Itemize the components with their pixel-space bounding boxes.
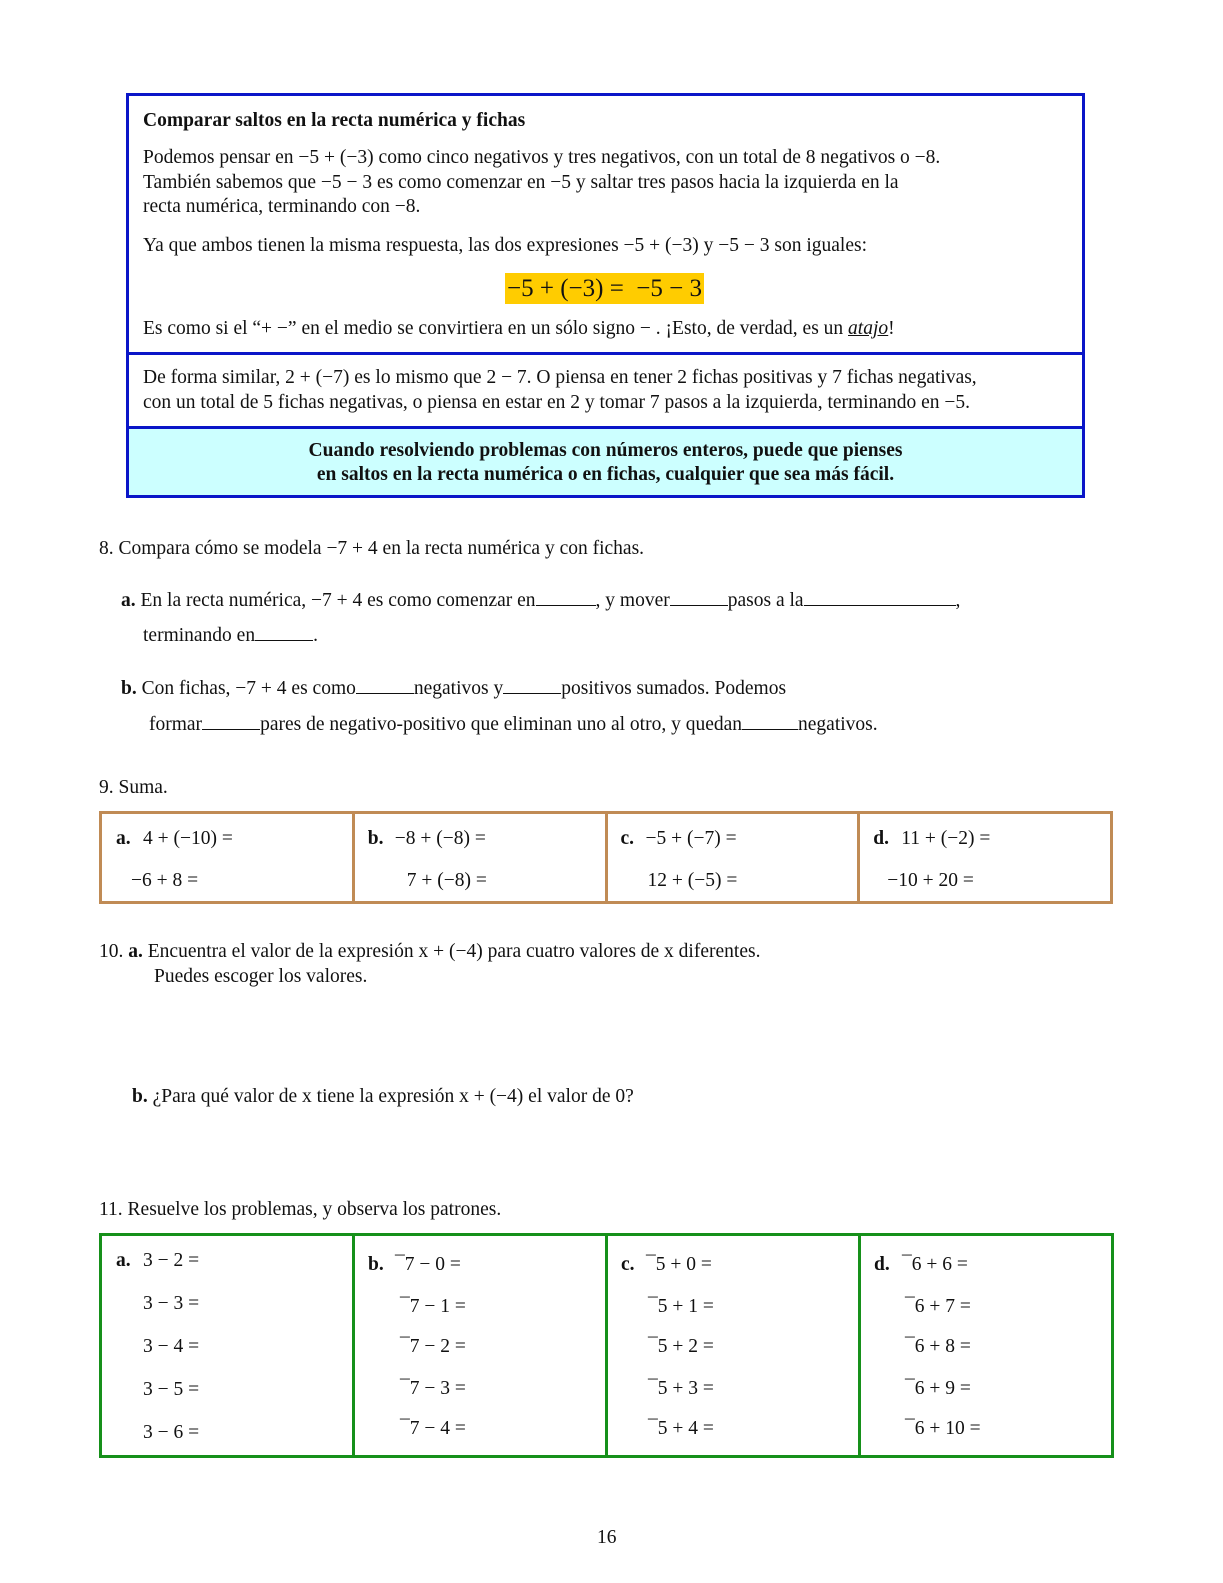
exercise: ¯6 + 9 = [905,1378,971,1399]
q8b-label: b. [121,678,137,699]
cell-label: a. [116,828,131,849]
exercise: −6 + 8 = [131,870,199,891]
exercise: ¯5 + 0 = [646,1254,712,1275]
info-paragraph-2: Ya que ambos tienen la misma respuesta, las dos expresiones −5 + (−3) y −5 − 3 son iguales: [143,235,868,256]
q10a-label: a. [128,941,143,962]
q8a [121,588,960,612]
q10a-line2: Puedes escoger los valores. [154,966,368,987]
exercise: ¯5 + 4 = [648,1418,714,1439]
q9-cell-b [352,814,605,901]
q10-number: 10. [99,941,124,962]
info-paragraph-1 [143,146,940,220]
text-span: Es como si el “+ −” en el medio se convirtiera en un sólo signo − . ¡Esto, de verdad, es un [143,318,849,339]
answer-blank[interactable] [356,676,414,694]
exercise: 3 − 4 = [143,1336,200,1357]
text-line: También sabemos que −5 − 3 es como comenzar en −5 y saltar tres pasos hacia la izquierda en la [143,171,899,193]
exercise: ¯7 − 0 = [395,1254,461,1275]
q10b [132,1086,634,1108]
info-title: Comparar saltos en la recta numérica y fichas [143,110,526,131]
exercise: 3 − 3 = [143,1293,200,1314]
cell-label: c. [620,828,635,849]
text-span: negativos. [798,714,878,735]
q11-table [99,1233,1114,1458]
text-span: , [955,590,961,611]
summary-line: Cuando resolviendo problemas con números enteros, puede que pienses [308,440,903,461]
highlighted-equation: −5 + (−3) = −5 − 3 [507,275,702,302]
cell-label: d. [873,828,889,849]
exercise: ¯7 − 2 = [400,1336,466,1357]
q9-cell-c [605,814,858,901]
exercise: ¯5 + 1 = [648,1296,714,1317]
info-box [126,93,1085,498]
text-span: positivos sumados. Podemos [561,678,787,699]
q9-cell-d [857,814,1110,901]
exercise: ¯7 − 4 = [400,1418,466,1439]
answer-blank[interactable] [503,676,561,694]
q11-cell-a [102,1236,352,1455]
exercise: 3 − 6 = [143,1422,200,1443]
exercise: ¯5 + 2 = [648,1336,714,1357]
text-span: Con fichas, −7 + 4 es como [141,678,356,699]
exercise: 3 − 5 = [143,1379,200,1400]
summary-callout [129,426,1082,495]
text-span: formar [149,714,203,735]
text-span: terminando en [143,625,256,646]
answer-blank[interactable] [804,588,956,606]
exercise: ¯5 + 3 = [648,1378,714,1399]
exercise: ¯7 − 1 = [400,1296,466,1317]
q8b-line2 [149,712,878,736]
q8b [121,676,786,700]
q11-cell-d [858,1236,1111,1455]
exercise: ¯6 + 8 = [905,1336,971,1357]
q9-table [99,811,1113,904]
info-section-similar [129,352,1082,426]
exercise: 7 + (−8) = [406,870,487,891]
answer-blank[interactable] [670,588,728,606]
info-paragraph-4 [143,366,977,415]
q11-stem: 11. Resuelve los problemas, y observa los patrones. [99,1199,502,1220]
text-span: Encuentra el valor de la expresión x + (−4) para cuatro valores de x diferentes. [147,941,761,962]
text-span: pares de negativo-positivo que eliminan uno al otro, y quedan [260,714,743,735]
text-span: ¿Para qué valor de x tiene la expresión x + (−4) el valor de 0? [152,1086,634,1107]
text-line: De forma similar, 2 + (−7) es lo mismo que 2 − 7. O piensa en tener 2 fichas positivas y 7 fichas negativas, [143,367,977,388]
atajo-link[interactable]: atajo [848,318,889,339]
text-span: ! [888,318,895,339]
cell-label: d. [874,1254,890,1275]
answer-blank[interactable] [255,623,313,641]
text-span: , y mover [595,590,670,611]
cell-label: c. [621,1254,635,1275]
q9-stem: 9. Suma. [99,777,168,798]
cell-label: a. [116,1250,131,1271]
exercise: −10 + 20 = [887,870,974,891]
exercise: −8 + (−8) = [394,828,486,849]
exercise: 12 + (−5) = [647,870,738,891]
exercise: 11 + (−2) = [901,828,991,849]
exercise: 4 + (−10) = [143,828,233,849]
answer-blank[interactable] [536,588,596,606]
q11-cell-c [605,1236,858,1455]
exercise: ¯6 + 10 = [905,1418,981,1439]
text-span: . [313,625,318,646]
page-number: 16 [597,1527,617,1548]
q10b-label: b. [132,1086,148,1107]
text-span: pasos a la [727,590,804,611]
text-line: recta numérica, terminando con −8. [143,196,421,217]
cell-label: b. [368,1254,384,1275]
q9-cell-a [102,814,352,901]
info-section-main [129,96,1082,352]
q8a-label: a. [121,590,136,611]
q11-cell-b [352,1236,605,1455]
cell-label: b. [367,828,384,849]
exercise: ¯6 + 7 = [905,1296,971,1317]
info-paragraph-3 [143,317,895,342]
exercise: ¯6 + 6 = [902,1254,968,1275]
text-span: negativos y [413,678,504,699]
q10a [99,941,760,963]
exercise: ¯7 − 3 = [400,1378,466,1399]
text-line: con un total de 5 fichas negativas, o piensa en estar en 2 y tomar 7 pasos a la izquierda, terminando en −5. [143,391,971,413]
summary-line: en saltos en la recta numérica o en fichas, cualquier que sea más fácil. [316,464,895,485]
exercise: 3 − 2 = [143,1250,200,1271]
answer-blank[interactable] [202,712,260,730]
text-line: Podemos pensar en −5 + (−3) como cinco negativos y tres negativos, con un total de 8 negativos o −8. [143,147,941,168]
answer-blank[interactable] [742,712,798,730]
q8a-line2 [143,623,318,647]
text-span: En la recta numérica, −7 + 4 es como comenzar en [140,590,536,611]
exercise: −5 + (−7) = [645,828,737,849]
q8-stem: 8. Compara cómo se modela −7 + 4 en la recta numérica y con fichas. [99,538,645,559]
